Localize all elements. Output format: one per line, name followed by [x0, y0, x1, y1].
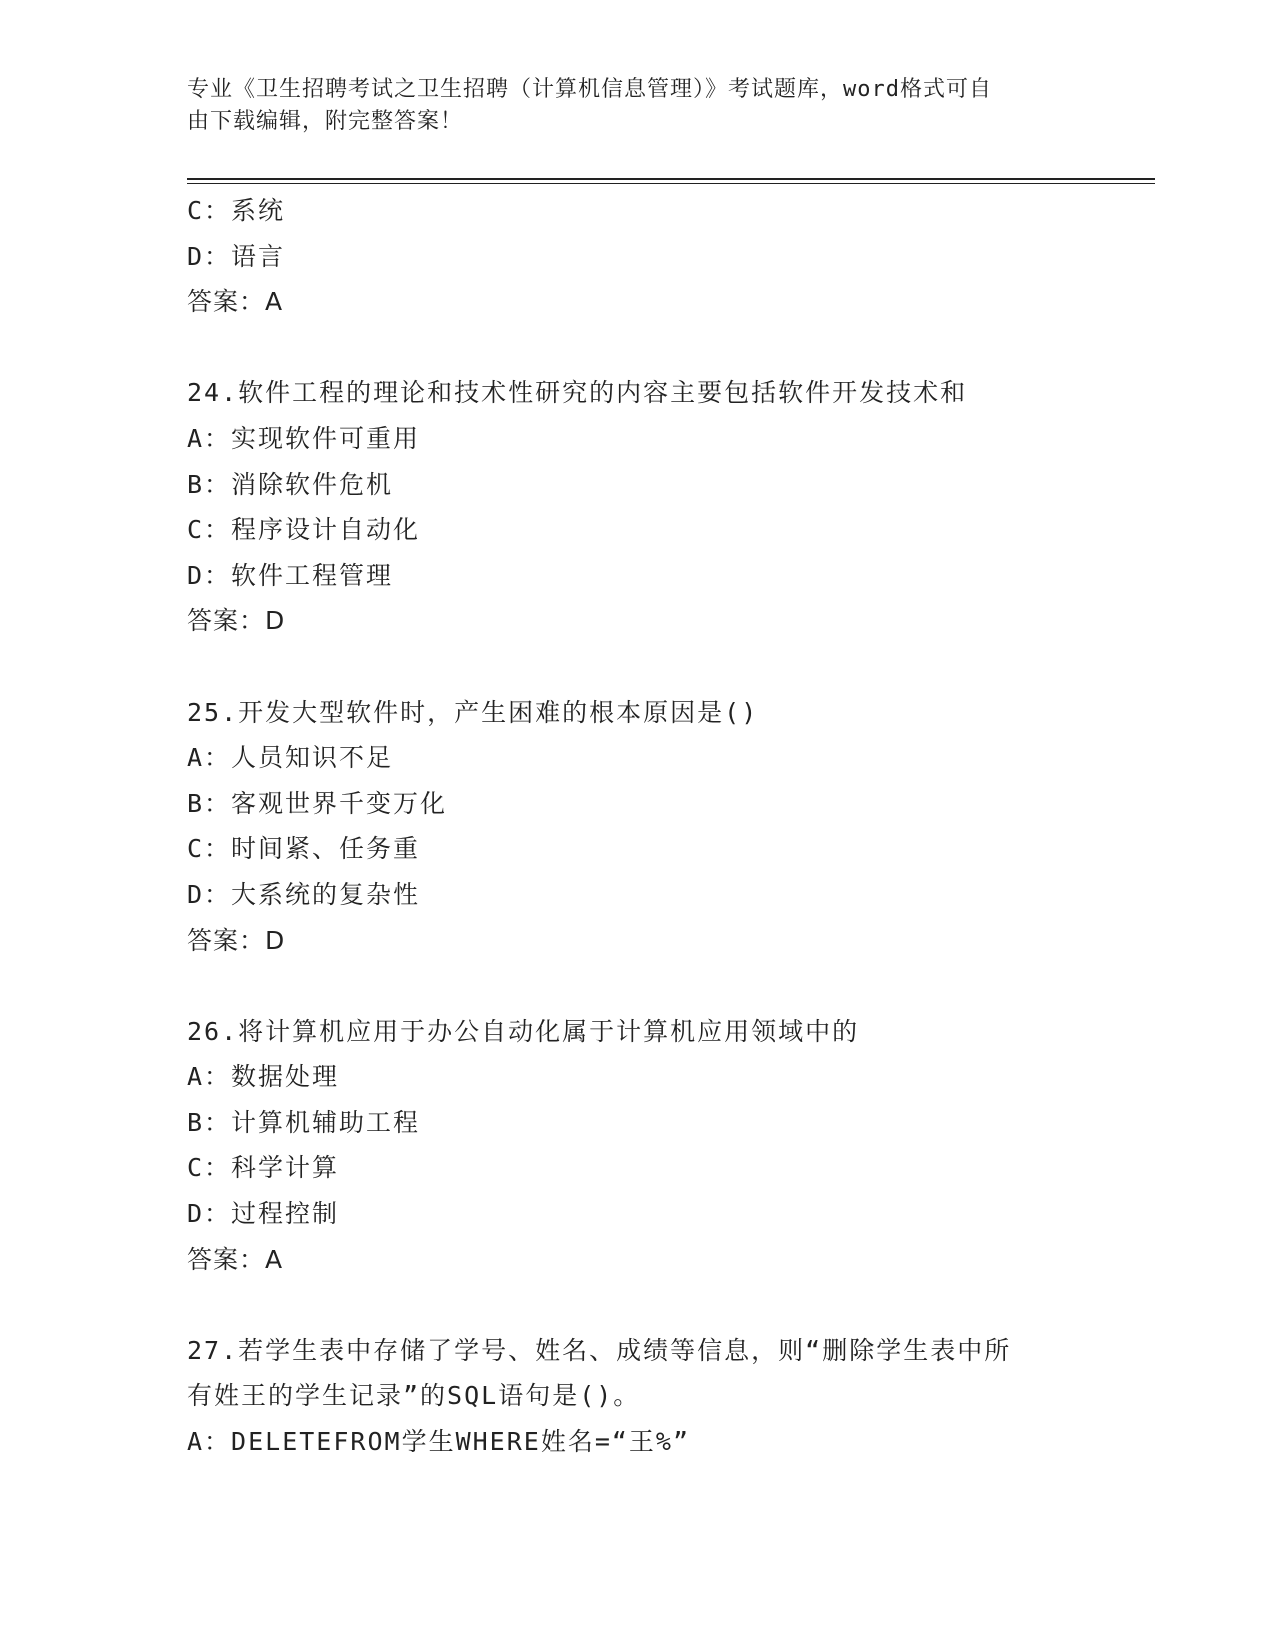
- option-d: D：语言: [187, 241, 286, 271]
- answer-line: 答案：D: [187, 606, 286, 636]
- question-text: 25.开发大型软件时，产生困难的根本原因是(): [187, 697, 759, 727]
- question-text: 26.将计算机应用于办公自动化属于计算机应用领域中的: [187, 1016, 860, 1046]
- option-c: C：程序设计自动化: [187, 515, 421, 545]
- question-text-line-2: 有姓王的学生记录”的SQL语句是()。: [187, 1381, 641, 1411]
- option-b: B：客观世界千变万化: [187, 788, 448, 818]
- document-body: [187, 188, 1147, 1465]
- question-block-prev: [187, 188, 1147, 325]
- option-a: A：数据处理: [187, 1062, 340, 1092]
- answer-line: 答案：A: [187, 1244, 284, 1274]
- option-a: A：DELETEFROM学生WHERE姓名=“王%”: [187, 1427, 691, 1457]
- answer-line: 答案：A: [187, 287, 284, 317]
- question-block-24: [187, 370, 1147, 644]
- option-c: C：科学计算: [187, 1153, 340, 1183]
- spacer: [187, 1282, 1147, 1328]
- option-a: A：人员知识不足: [187, 743, 394, 773]
- header-line-1: 专业《卫生招聘考试之卫生招聘（计算机信息管理）》考试题库，word格式可自: [187, 77, 992, 102]
- option-b: B：计算机辅助工程: [187, 1107, 421, 1137]
- option-b: B：消除软件危机: [187, 469, 394, 499]
- question-block-26: [187, 1009, 1147, 1283]
- question-block-27: [187, 1328, 1147, 1465]
- option-a: A：实现软件可重用: [187, 423, 421, 453]
- option-d: D：软件工程管理: [187, 560, 394, 590]
- header-rule-thick: [187, 178, 1155, 180]
- option-c: C：系统: [187, 196, 286, 225]
- option-c: C：时间紧、任务重: [187, 834, 421, 864]
- header-rule-thin: [187, 183, 1155, 184]
- spacer: [187, 644, 1147, 690]
- question-block-25: [187, 690, 1147, 964]
- document-header: [187, 74, 1087, 138]
- question-text-line-1: 27.若学生表中存储了学号、姓名、成绩等信息，则“删除学生表中所: [187, 1335, 1012, 1365]
- question-text: 24.软件工程的理论和技术性研究的内容主要包括软件开发技术和: [187, 378, 968, 408]
- option-d: D：大系统的复杂性: [187, 879, 421, 909]
- option-d: D：过程控制: [187, 1199, 340, 1229]
- spacer: [187, 963, 1147, 1009]
- header-line-2: 由下载编辑，附完整答案！: [187, 109, 464, 134]
- spacer: [187, 325, 1147, 371]
- answer-line: 答案：D: [187, 925, 286, 955]
